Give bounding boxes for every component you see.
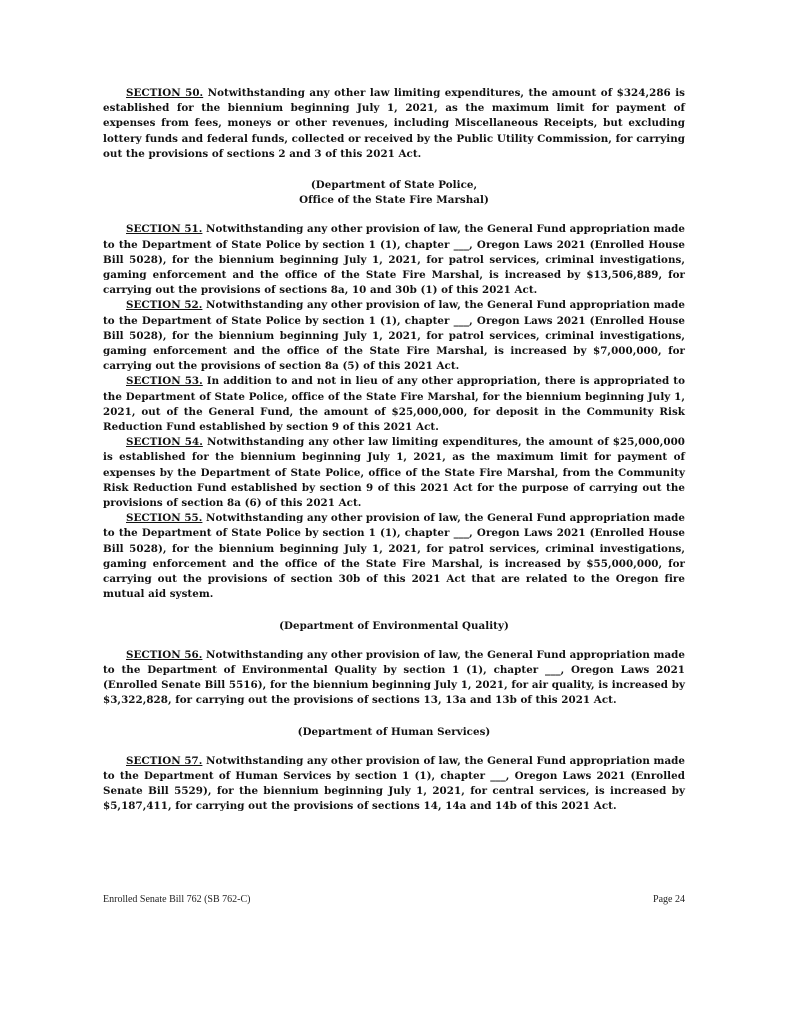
section-label: SECTION 56. (126, 648, 203, 661)
section-52 (103, 298, 685, 374)
footer-bill-id: Enrolled Senate Bill 762 (SB 762-C) (103, 894, 251, 905)
section-text: Notwithstanding any other provision of law, the General Fund appropriation made to the Department of State Police by section 1 (1), chapter ___, Oregon Laws 2021 (Enrolled House Bill 5028), for the biennium beginning July 1, 2021, for patrol services, criminal investigations, gaming enforcement and the office of the State Fire Marshal, is increased by $7,000,000, for carrying out the provisions of section 8a (5) of this 2021 Act. (103, 299, 686, 373)
section-51 (103, 222, 685, 298)
section-text: Notwithstanding any other law limiting expenditures, the amount of $25,000,000 is established for the biennium beginning July 1, 2021, as the maximum limit for payment of expenses by the Department of State Police, office of the State Fire Marshal, from the Community Risk Reduction Fund established by section 9 of this 2021 Act for the purpose of carrying out the provisions of section 8a (6) of this 2021 Act. (103, 436, 685, 510)
section-text: Notwithstanding any other provision of law, the General Fund appropriation made to the Department of Human Services by section 1 (1), chapter ___, Oregon Laws 2021 (Enrolled Senate Bill 5529), for the biennium beginning July 1, 2021, for central services, is increased by $5,187,411, for carrying out the provisions of sections 14, 14a and 14b of this 2021 Act. (103, 754, 686, 813)
heading-line: (Department of State Police, (310, 179, 478, 192)
section-text: Notwithstanding any other provision of law, the General Fund appropriation made to the Department of State Police by section 1 (1), chapter ___, Oregon Laws 2021 (Enrolled House Bill 5028), for the biennium beginning July 1, 2021, for patrol services, criminal investigations, gaming enforcement and the office of the State Fire Marshal, is increased by $55,000,000, for carrying out the provisions of section 30b of this 2021 Act that are related to the Oregon fire mutual aid system. (103, 512, 686, 601)
section-53 (103, 374, 685, 435)
section-54 (103, 435, 685, 511)
page-footer (103, 894, 685, 905)
section-text: Notwithstanding any other law limiting expenditures, the amount of $324,286 is established for the biennium beginning July 1, 2021, as the maximum limit for payment of expenses from fees, moneys or other revenues, including Miscellaneous Receipts, but excluding lottery funds and federal funds, collected or received by the Public Utility Commission, for carrying out the provisions of sections 2 and 3 of this 2021 Act. (103, 87, 685, 160)
section-label: SECTION 51. (126, 223, 203, 236)
heading-state-police (103, 178, 685, 208)
heading-human-services (103, 725, 685, 740)
heading-line: (Department of Environmental Quality) (279, 619, 509, 632)
footer-page-number: Page 24 (653, 894, 685, 905)
section-label: SECTION 57. (126, 754, 203, 767)
section-label: SECTION 55. (126, 512, 203, 525)
section-label: SECTION 52. (126, 299, 203, 312)
section-label: SECTION 54. (126, 436, 203, 449)
section-55 (103, 511, 685, 602)
section-56 (103, 648, 685, 709)
section-text: In addition to and not in lieu of any other appropriation, there is appropriated to the Department of State Police, office of the State Fire Marshal, for the biennium beginning July 1, 2021, out of the General Fund, the amount of $25,000,000, for deposit in the Community Risk Reduction Fund established by section 9 of this 2021 Act. (103, 375, 685, 434)
section-text: Notwithstanding any other provision of law, the General Fund appropriation made to the Department of Environmental Quality by section 1 (1), chapter ___, Oregon Laws 2021 (Enrolled Senate Bill 5516), for the biennium beginning July 1, 2021, for air quality, is increased by $3,322,828, for carrying out the provisions of sections 13, 13a and 13b of this 2021 Act. (103, 648, 686, 707)
section-label: SECTION 50. (126, 87, 204, 99)
section-50 (103, 86, 685, 162)
document-page (103, 86, 685, 815)
heading-line: Office of the State Fire Marshal) (299, 194, 489, 207)
heading-line: (Department of Human Services) (297, 725, 491, 738)
section-label: SECTION 53. (126, 375, 203, 388)
section-57 (103, 754, 685, 815)
section-text: Notwithstanding any other provision of law, the General Fund appropriation made to the Department of State Police by section 1 (1), chapter ___, Oregon Laws 2021 (Enrolled House Bill 5028), for the biennium beginning July 1, 2021, for patrol services, criminal investigations, gaming enforcement and the office of the State Fire Marshal, is increased by $13,506,889, for carrying out the provisions of sections 8a, 10 and 30b (1) of this 2021 Act. (103, 223, 686, 297)
heading-environmental-quality (103, 619, 685, 634)
